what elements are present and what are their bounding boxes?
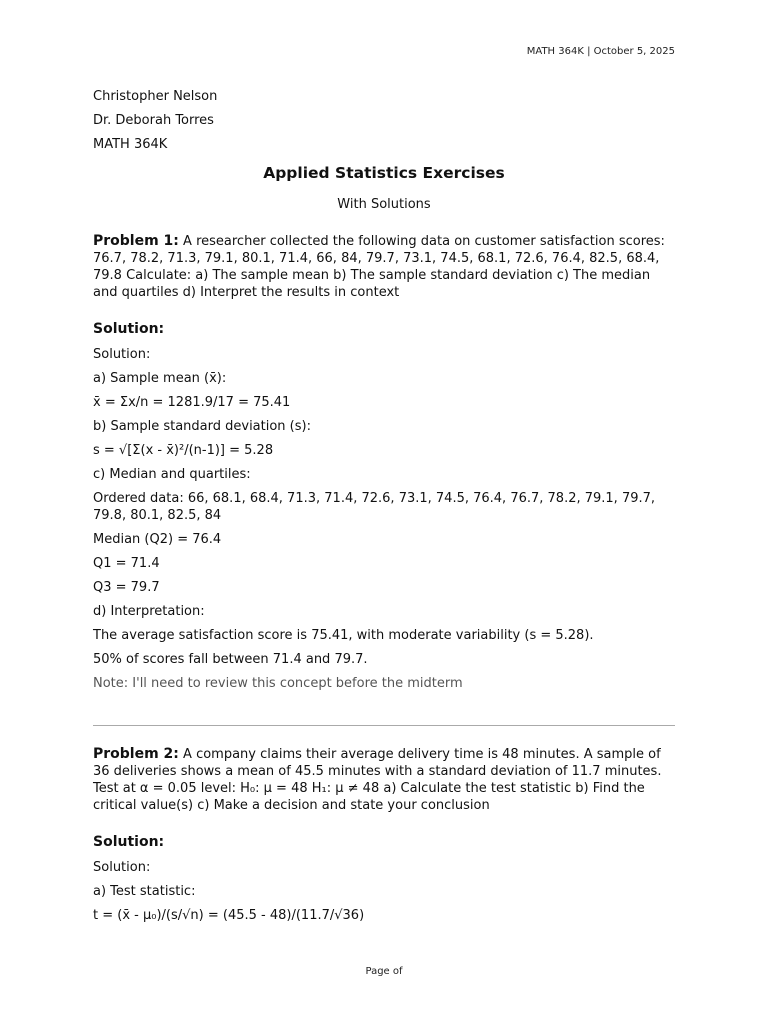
problem-2-text: A company claims their average delivery time is 48 minutes. A sample of 36 deliveries shows a mean of 45.5 minutes with a standard deviation of 11.7 minutes. Test at α = 0.05 level: H₀: μ = 48 H₁: μ ≠ 48 a) Calculate the test statistic b) Find the critical value(s) c) Make a decision and state your conclusion <box>93 747 662 813</box>
solution-line: a) Test statistic: <box>93 884 196 899</box>
solution-line: Q3 = 79.7 <box>93 580 160 595</box>
solution-line: b) Sample standard deviation (s): <box>93 419 311 434</box>
solution-line: x̄ = Σx/n = 1281.9/17 = 75.41 <box>93 395 291 410</box>
problem-1-label: Problem 1: <box>93 233 179 249</box>
instructor-name: Dr. Deborah Torres <box>93 113 214 128</box>
problem-2-solution <box>93 859 675 924</box>
document-subtitle: With Solutions <box>337 197 431 212</box>
solution-line: The average satisfaction score is 75.41, with moderate variability (s = 5.28). <box>93 628 594 643</box>
problem-1-solution <box>93 346 675 692</box>
solution-line: Solution: <box>93 860 151 875</box>
page-header: MATH 364K | October 5, 2025 <box>526 46 675 57</box>
solution-line: Ordered data: 66, 68.1, 68.4, 71.3, 71.4, 72.6, 73.1, 74.5, 76.4, 76.7, 78.2, 79.1, 79.7, 79.8, 80.1, 82.5, 84 <box>93 491 656 523</box>
solution-line: a) Sample mean (x̄): <box>93 371 227 386</box>
solution-line: Q1 = 71.4 <box>93 556 160 571</box>
solution-line: Median (Q2) = 76.4 <box>93 532 222 547</box>
problem-2 <box>93 746 675 814</box>
student-note: Note: I'll need to review this concept before the midterm <box>93 676 463 691</box>
document-body <box>93 88 675 931</box>
solution-line: d) Interpretation: <box>93 604 205 619</box>
document-title: Applied Statistics Exercises <box>263 164 505 182</box>
problem-2-solution-heading: Solution: <box>93 834 165 850</box>
problem-2-label: Problem 2: <box>93 746 179 762</box>
solution-line: s = √[Σ(x - x̄)²/(n-1)] = 5.28 <box>93 443 274 458</box>
solution-line: 50% of scores fall between 71.4 and 79.7. <box>93 652 368 667</box>
course-code: MATH 364K <box>93 137 168 152</box>
page-footer: Page of <box>365 966 403 977</box>
section-divider <box>93 725 675 726</box>
problem-1 <box>93 233 675 301</box>
student-name: Christopher Nelson <box>93 89 218 104</box>
problem-1-solution-heading: Solution: <box>93 321 165 337</box>
problem-1-text: A researcher collected the following data on customer satisfaction scores: 76.7, 78.2, 71.3, 79.1, 80.1, 71.4, 66, 84, 79.7, 73.1, 74.5, 68.1, 72.6, 76.4, 82.5, 68.4, 79.8 Calculate: a) The sample mean b) The sample standard deviation c) The median and quartiles d) Interpret the results in context <box>93 234 665 300</box>
solution-line: c) Median and quartiles: <box>93 467 251 482</box>
solution-line: Solution: <box>93 347 151 362</box>
solution-line: t = (x̄ - μ₀)/(s/√n) = (45.5 - 48)/(11.7/√36) <box>93 908 365 923</box>
